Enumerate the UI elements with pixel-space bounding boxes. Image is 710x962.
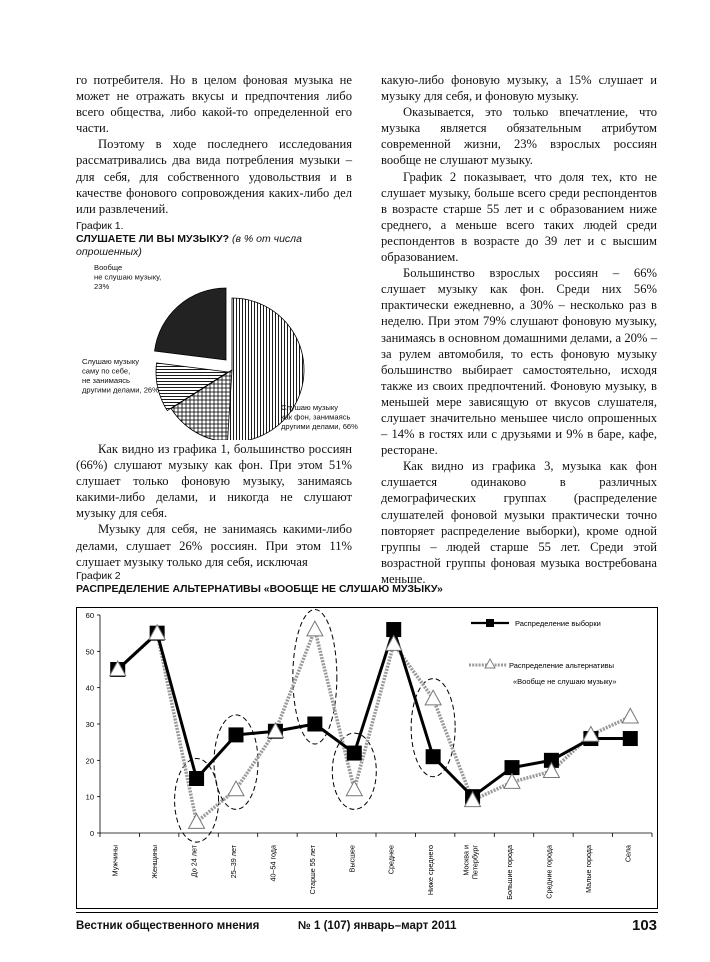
legend-marker-sample xyxy=(486,619,494,627)
paragraph: График 2 показывает, что доля тех, кто не слушает музыку, больше всего среди респондентов в возрасте старше 55 лет и с образованием ниже среднего, а меньше всего таких людей среди респондентов в возрасте до 39 лет и с высшим образованием. xyxy=(381,169,657,265)
pie-slice-none xyxy=(155,288,226,360)
x-tick-label: Среднее xyxy=(386,845,396,875)
x-tick-label: Села xyxy=(623,845,633,863)
paragraph: Как видно из графика 1, большинство россиян (66%) слушают музыку как фон. При этом 51% слушает только фоновую музыку, занимаясь какими-либо делами, и никогда не слушают музыку для себя. xyxy=(76,442,352,521)
figure1-note: (в % от числа опрошенных) xyxy=(76,233,302,258)
sample-marker xyxy=(347,746,362,761)
y-tick-label: 10 xyxy=(85,792,94,802)
sample-marker xyxy=(189,771,204,786)
text-column-right xyxy=(381,72,657,587)
pie-label: Слушаю музыку саму по себе, не занимаясь другими делами, 26% xyxy=(82,357,159,395)
x-tick-label: Малые города xyxy=(583,845,593,893)
x-tick-label: 25–39 лет xyxy=(229,845,238,879)
figure1-title: СЛУШАЕТЕ ЛИ ВЫ МУЗЫКУ? xyxy=(76,233,230,245)
y-tick-label: 50 xyxy=(85,647,94,657)
text-column-left-bottom xyxy=(76,441,352,570)
sample-marker xyxy=(623,731,638,746)
page-number: 103 xyxy=(632,917,658,934)
figure2-caption xyxy=(76,570,658,596)
y-tick-label: 20 xyxy=(85,756,94,766)
footer-rule xyxy=(76,912,658,913)
pie-chart xyxy=(76,258,358,440)
figure2-label: График 2 xyxy=(76,570,121,582)
x-tick-label: Женщины xyxy=(150,845,160,879)
pie-label: Вообще не слушаю музыку, 23% xyxy=(94,263,162,291)
sample-marker xyxy=(307,717,322,732)
x-tick-label: Старше 55 лет xyxy=(307,845,317,895)
x-tick-label: Москва иПетербург xyxy=(461,845,480,880)
figure2-title: РАСПРЕДЕЛЕНИЕ АЛЬТЕРНАТИВЫ «ВООБЩЕ НЕ СЛУШАЮ МУЗЫКУ» xyxy=(76,583,443,595)
x-tick-label: 40–54 года xyxy=(268,845,278,882)
figure1-label: График 1. xyxy=(76,220,124,232)
footer-issue: № 1 (107) январь–март 2011 xyxy=(298,920,457,932)
y-tick-label: 0 xyxy=(89,829,94,838)
sample-marker xyxy=(229,727,244,742)
text-column-left-top xyxy=(76,72,352,217)
sample-marker xyxy=(426,749,441,764)
figure1-caption xyxy=(76,220,356,259)
x-tick-label: Мужчины xyxy=(110,845,120,877)
x-tick-label: Средние города xyxy=(544,845,554,899)
y-tick-label: 40 xyxy=(85,683,94,693)
y-tick-label: 30 xyxy=(85,720,94,729)
y-tick-label: 60 xyxy=(85,611,94,620)
paragraph: Как видно из графика 3, музыка как фон слушается одинаково в различных демографических группах (распределение слушателей фоновой музыки практически точно повторяет распределение выборки), кроме одной группы – людей старше 55 лет. Среди этой возрастной группы фоновая музыка востребована меньше. xyxy=(381,459,657,586)
paragraph: Оказывается, это только впечатление, что музыка является обязательным атрибутом современной жизни, 23% взрослых россиян вообще не слушают музыку. xyxy=(381,105,657,168)
line-chart xyxy=(76,607,658,909)
paragraph: го потребителя. Но в целом фоновая музыка не может не отражать вкусы и предпочтения либо всего общества, либо какой-то определенной его части. xyxy=(76,73,352,136)
footer-journal: Вестник общественного мнения xyxy=(76,920,260,932)
x-tick-label: Высшее xyxy=(347,845,357,873)
legend-label-sample: Распределение выборки xyxy=(515,619,601,628)
x-tick-label: Ниже среднего xyxy=(426,845,436,896)
paragraph: Музыку для себя, не занимаясь какими-либо делами, слушает 26% россиян. При этом 11% слушает музыку только для себя, исключая xyxy=(76,522,352,569)
paragraph: Поэтому в ходе последнего исследования рассматривались два вида потребления музыки – для себя, для собственного удовольствия и в качестве фонового сопровождения каких-либо дел или развлечений. xyxy=(76,137,352,216)
x-tick-label: До 24 лет xyxy=(189,845,199,878)
paragraph: какую-либо фоновую музыку, а 15% слушает и музыку для себя, и фоновую музыку. xyxy=(381,73,657,104)
legend-label-alternative: Распределение альтернативы «Вообще не слушаю музыку» xyxy=(509,661,617,686)
x-tick-label: Большие города xyxy=(505,845,514,900)
paragraph: Большинство взрослых россиян – 66% слушает музыку как фон. Среди них 56% практически ежедневно, а 30% – несколько раз в неделю. При этом 79% слушают фоновую музыку, занимаясь в основном домашними делами, а 20% – за рулем автомобиля, то есть фоновую музыку большинство выбирает самостоятельно, исходя также из своих предпочтений. Фоновую музыку, в меньшей мере зависящую от вкусов слушателя, слушает значительно меньшее число опрошенных – 14% в гостях или с друзьями и 9% в баре, кафе, ресторане. xyxy=(381,266,657,458)
pie-label: Слушаю музыку как фон, занимаясь другими делами, 66% xyxy=(281,403,358,431)
